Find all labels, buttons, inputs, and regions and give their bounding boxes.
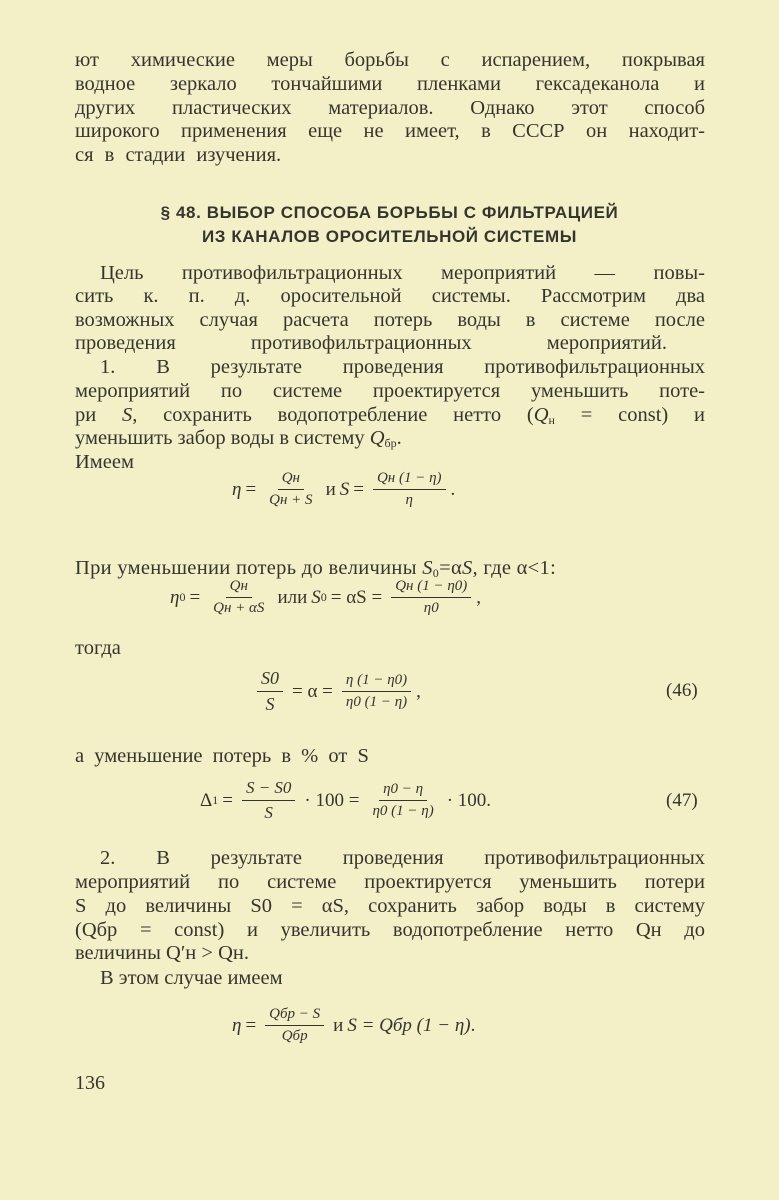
- text-line: проведения противофильтрационных мероприятий.: [75, 332, 667, 354]
- text-line: а уменьшение потерь в % от S: [75, 745, 369, 767]
- math: =: [353, 478, 364, 500]
- fraction: [209, 578, 268, 617]
- math: =: [245, 1014, 257, 1036]
- text: ри: [75, 404, 123, 426]
- text-line: ся в стадии изучения.: [75, 144, 282, 166]
- subscript: н: [548, 413, 555, 427]
- text-line: (Qбр = const) и увеличить водопотребление нетто Qн до: [75, 919, 705, 941]
- numerator: Qн: [226, 578, 252, 598]
- text-line: ют химические меры борьбы с испарением, покрывая: [75, 49, 705, 71]
- math: ,: [416, 680, 421, 702]
- subscript: 0: [320, 590, 327, 604]
- section-heading: § 48. ВЫБОР СПОСОБА БОРЬБЫ С ФИЛЬТРАЦИЕЙ: [160, 203, 619, 222]
- math: Δ: [200, 789, 213, 811]
- math: η: [232, 1014, 242, 1036]
- numerator: Qбр − S: [265, 1006, 324, 1026]
- text: .: [396, 427, 402, 449]
- denominator: η: [405, 492, 413, 508]
- math: или: [277, 586, 308, 608]
- math-var: S: [122, 404, 133, 426]
- text-line: В этом случае имеем: [100, 967, 283, 989]
- text: уменьшить забор воды в систему: [75, 427, 370, 449]
- numerator: Qн (1 − η0): [391, 578, 471, 598]
- formula-case-2: [232, 1006, 475, 1045]
- math: и: [333, 1014, 344, 1036]
- math: =: [245, 478, 257, 500]
- text-line: мероприятий по системе проектируется уменьшить поте-: [75, 380, 705, 402]
- subscript: бр: [384, 436, 397, 450]
- section-heading: ИЗ КАНАЛОВ ОРОСИТЕЛЬНОЙ СИСТЕМЫ: [201, 227, 577, 246]
- page-number: 136: [75, 1072, 105, 1094]
- text: = const) и: [554, 404, 705, 426]
- formula-47: [200, 778, 495, 823]
- fraction: [257, 668, 283, 715]
- math: ,: [476, 586, 482, 608]
- subscript: 0: [432, 566, 440, 580]
- denominator: η0 (1 − η): [372, 803, 434, 819]
- math: η: [232, 478, 242, 500]
- math: =: [222, 789, 233, 811]
- fraction: [265, 1006, 324, 1045]
- text-line: других пластических материалов. Однако этот способ: [75, 97, 705, 119]
- math-var: S: [461, 557, 473, 579]
- denominator: η0 (1 − η): [345, 694, 408, 710]
- denominator: η0: [423, 600, 439, 616]
- text: =α: [439, 557, 462, 579]
- formula-46: [252, 668, 421, 715]
- text-line: S до величины S0 = αS, сохранить забор воды в систему: [75, 895, 705, 917]
- denominator: Qн + αS: [213, 600, 265, 616]
- text-line: Цель противофильтрационных мероприятий — повы-: [100, 262, 705, 284]
- formula-reduced-efficiency: [170, 578, 481, 617]
- equation-number: (47): [666, 790, 698, 811]
- text-line: широкого применения еще не имеет, в СССР он находит-: [75, 120, 705, 142]
- math-var: S: [422, 557, 433, 579]
- text: , сохранить водопотребление нетто (: [132, 404, 534, 426]
- numerator: Qн (1 − η): [373, 470, 446, 490]
- math: = αS =: [330, 586, 383, 608]
- text-line: 1. В результате проведения противофильтрационных: [100, 356, 705, 378]
- numerator: S0: [257, 668, 283, 692]
- text-line: 2. В результате проведения противофильтрационных: [100, 847, 705, 869]
- math: · 100 =: [304, 789, 360, 811]
- subscript: 0: [179, 590, 186, 604]
- text-line: сить к. п. д. оросительной системы. Рассмотрим два: [75, 285, 705, 307]
- math: = α =: [292, 680, 333, 702]
- text-line: водное зеркало тончайшими пленками гексадеканола и: [75, 73, 705, 95]
- denominator: Qбр: [281, 1028, 308, 1044]
- numerator: η0 − η: [379, 781, 427, 801]
- fraction: [368, 781, 437, 820]
- fraction: [373, 470, 446, 509]
- math: · 100.: [446, 789, 492, 811]
- math: η: [170, 586, 180, 608]
- fraction: [265, 470, 316, 509]
- math: .: [450, 478, 456, 500]
- math: .: [470, 1014, 476, 1036]
- numerator: η (1 − η0): [342, 672, 411, 692]
- math-var: Q: [533, 404, 549, 426]
- text-line: тогда: [75, 637, 121, 659]
- text-line: возможных случая расчета потерь воды в системе после: [75, 309, 705, 331]
- math-var: Q: [369, 427, 385, 449]
- text-line: Имеем: [75, 451, 134, 473]
- fraction: [342, 672, 411, 711]
- text-line: величины Q′н > Qн.: [75, 942, 249, 964]
- fraction: [391, 578, 471, 617]
- math: S = Qбр (1 − η): [347, 1014, 471, 1036]
- text-line: мероприятий по системе проектируется уменьшить потери: [75, 871, 705, 893]
- fraction: [242, 778, 295, 823]
- subscript: 1: [212, 793, 219, 807]
- math: =: [189, 586, 201, 608]
- math: S: [311, 586, 321, 608]
- numerator: S − S0: [242, 778, 295, 801]
- numerator: Qн: [278, 470, 304, 490]
- denominator: S: [265, 694, 275, 714]
- denominator: S: [264, 803, 273, 822]
- denominator: Qн + S: [269, 492, 313, 508]
- formula-efficiency: [232, 470, 455, 509]
- math: и: [325, 478, 336, 500]
- text: , где α<1:: [472, 557, 557, 579]
- equation-number: (46): [666, 680, 698, 701]
- text: При уменьшении потерь до величины: [75, 557, 423, 579]
- math: S: [339, 478, 350, 500]
